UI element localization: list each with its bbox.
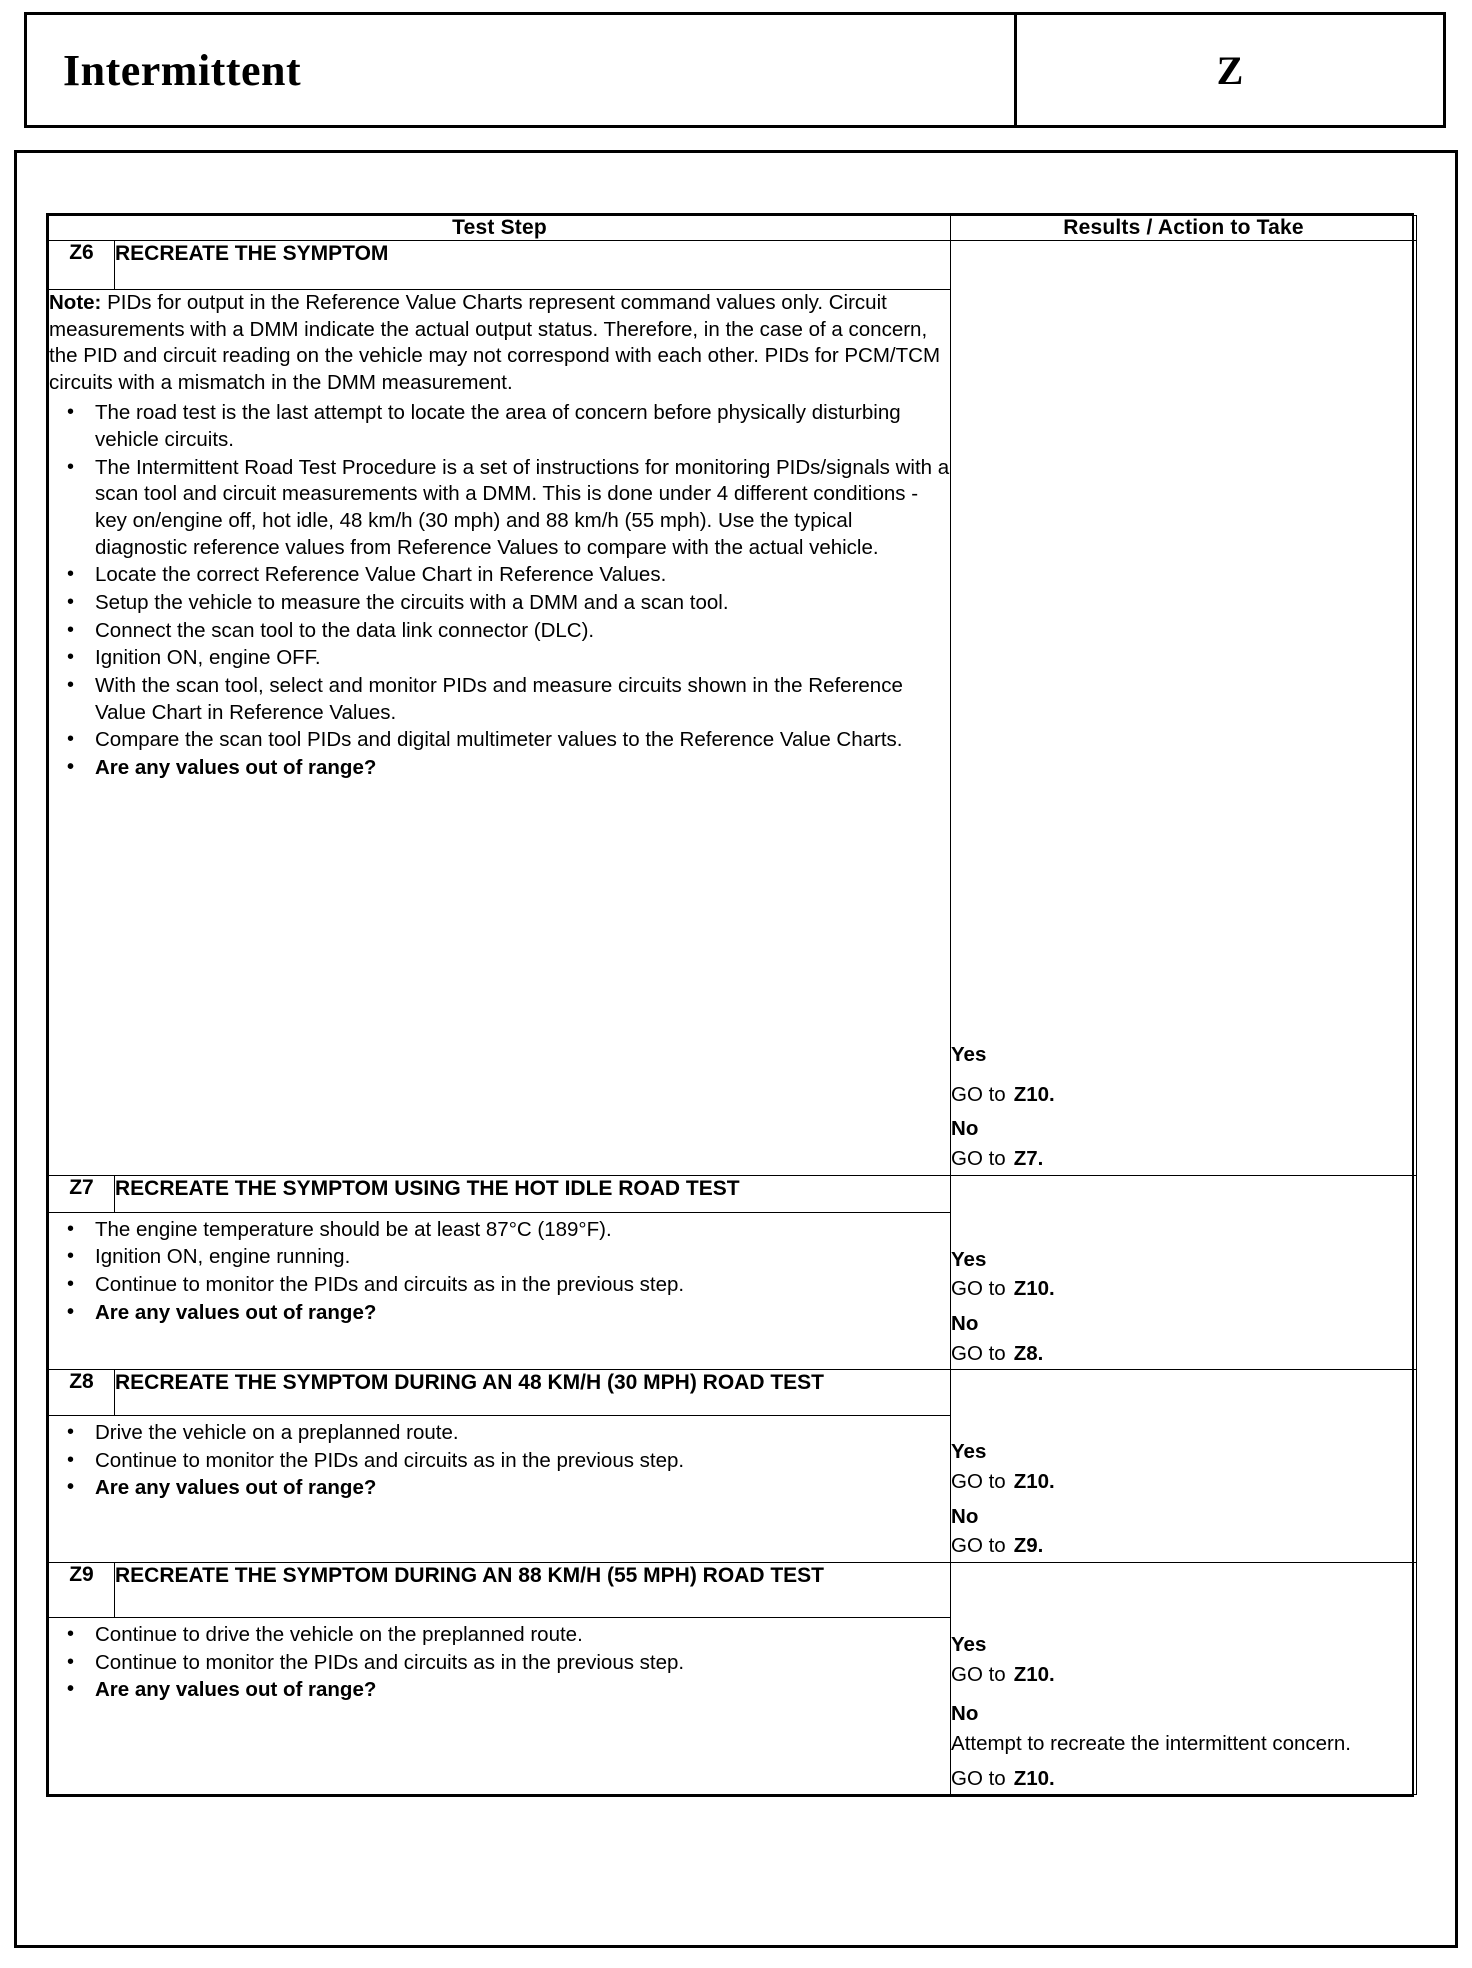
table-row <box>49 1175 1417 1212</box>
result-no-label-z8: No <box>951 1504 979 1528</box>
page-title: Intermittent <box>63 45 302 95</box>
note-label: Note: <box>49 290 102 314</box>
list-item: • Locate the correct Reference Value Chart in Reference Values. <box>49 562 950 589</box>
column-header-results: Results / Action to Take <box>951 216 1417 241</box>
step-body-z8 <box>49 1415 951 1562</box>
note-text: PIDs for output in the Reference Value Charts represent command values only. Circuit measurements with a DMM indicate the actual output status. Therefore, in the case of a concern, the PID and circuit reading on the vehicle may not correspond with each other. PIDs for PCM/TCM circuits with a mismatch in the DMM measurement. <box>49 290 941 394</box>
step-title-z9: RECREATE THE SYMPTOM DURING AN 88 KM/H (55 MPH) ROAD TEST <box>115 1563 951 1618</box>
bullet-list-z9 <box>49 1622 950 1704</box>
list-item: • Connect the scan tool to the data link connector (DLC). <box>49 618 950 645</box>
goto-text: GO to <box>951 1341 1006 1365</box>
step-title-z7: RECREATE THE SYMPTOM USING THE HOT IDLE ROAD TEST <box>115 1175 951 1212</box>
goto-target: Z10. <box>1013 1277 1055 1301</box>
goto-target: Z10. <box>1013 1470 1055 1494</box>
step-id-z7: Z7 <box>49 1175 115 1212</box>
list-item: • Continue to monitor the PIDs and circuits as in the previous step. <box>49 1272 950 1299</box>
result-yes-action-z6 <box>951 1081 1416 1109</box>
result-no-label-z9: No <box>951 1702 979 1726</box>
step-title-z6: RECREATE THE SYMPTOM <box>115 241 951 290</box>
step-id-z9: Z9 <box>49 1563 115 1618</box>
goto-target: Z9. <box>1013 1534 1044 1558</box>
goto-target: Z8. <box>1013 1341 1044 1365</box>
goto-target: Z10. <box>1013 1766 1055 1790</box>
step-body-z9 <box>49 1618 951 1795</box>
result-yes-label-z6: Yes <box>951 1043 987 1066</box>
goto-text: GO to <box>951 1662 1006 1686</box>
list-item: • Ignition ON, engine OFF. <box>49 645 950 672</box>
step-id-z8: Z8 <box>49 1370 115 1416</box>
goto-text: GO to <box>951 1470 1006 1494</box>
step-title-z8: RECREATE THE SYMPTOM DURING AN 48 KM/H (30 MPH) ROAD TEST <box>115 1370 951 1416</box>
bullet-list-z8 <box>49 1420 950 1502</box>
diagnostic-table <box>46 213 1414 1797</box>
result-yes-action-z9 <box>951 1661 1416 1689</box>
result-no-label-z7: No <box>951 1312 979 1336</box>
page-header <box>24 12 1446 128</box>
result-no-action-z6 <box>951 1145 1416 1173</box>
note-paragraph-z6 <box>49 290 950 397</box>
bullet-list-z7 <box>49 1217 950 1327</box>
result-yes-label-z8: Yes <box>951 1440 987 1464</box>
result-no-action-z8 <box>951 1532 1416 1560</box>
result-yes-label-z7: Yes <box>951 1247 987 1271</box>
list-item: • With the scan tool, select and monitor PIDs and measure circuits shown in the Reference Value Chart in Reference Values. <box>49 673 950 726</box>
goto-target: Z10. <box>1013 1082 1055 1106</box>
result-no-action-z7 <box>951 1340 1416 1368</box>
list-item: • The Intermittent Road Test Procedure is a set of instructions for monitoring PIDs/signals with a scan tool and circuit measurements with a DMM. This is done under 4 different conditions - key on/engine off, hot idle, 48 km/h (30 mph) and 88 km/h (55 mph). Use the typical diagnostic reference values from Reference Values to compare with the actual vehicle. <box>49 455 950 562</box>
list-item: • The engine temperature should be at least 87°C (189°F). <box>49 1217 950 1244</box>
result-yes-action-z8 <box>951 1468 1416 1496</box>
bullet-list-z6 <box>49 400 950 781</box>
list-item: • Continue to monitor the PIDs and circuits as in the previous step. <box>49 1448 950 1475</box>
table-row <box>49 241 1417 290</box>
list-item: • Continue to monitor the PIDs and circuits as in the previous step. <box>49 1650 950 1677</box>
header-section-letter-cell <box>1017 15 1443 125</box>
result-yes-action-z7 <box>951 1275 1416 1303</box>
step-body-z6 <box>49 289 951 1175</box>
result-no-label-z6: No <box>951 1117 979 1141</box>
results-cell-z7 <box>951 1175 1417 1370</box>
step-question-z7: • Are any values out of range? <box>49 1300 950 1327</box>
step-body-z7 <box>49 1212 951 1370</box>
results-cell-z9 <box>951 1563 1417 1795</box>
step-question-z8: • Are any values out of range? <box>49 1475 950 1502</box>
goto-text: GO to <box>951 1147 1006 1171</box>
list-item: • Ignition ON, engine running. <box>49 1244 950 1271</box>
step-question-z9: • Are any values out of range? <box>49 1677 950 1704</box>
table-header-row <box>49 216 1417 241</box>
list-item: • Drive the vehicle on a preplanned route. <box>49 1420 950 1447</box>
table-row <box>49 1370 1417 1416</box>
step-id-z6: Z6 <box>49 241 115 290</box>
header-title-cell <box>27 15 1017 125</box>
goto-text: GO to <box>951 1766 1006 1790</box>
goto-target: Z7. <box>1013 1147 1044 1171</box>
result-no-text-z9: Attempt to recreate the intermittent concern. <box>951 1732 1351 1756</box>
result-no-action-z9 <box>951 1765 1416 1793</box>
goto-text: GO to <box>951 1277 1006 1301</box>
step-question-z6: • Are any values out of range? <box>49 755 950 782</box>
table-row <box>49 1563 1417 1618</box>
list-item: • Setup the vehicle to measure the circuits with a DMM and a scan tool. <box>49 590 950 617</box>
goto-text: GO to <box>951 1534 1006 1558</box>
list-item: • Compare the scan tool PIDs and digital multimeter values to the Reference Value Charts. <box>49 727 950 754</box>
results-cell-z6 <box>951 241 1417 1176</box>
list-item: • Continue to drive the vehicle on the preplanned route. <box>49 1622 950 1649</box>
goto-target: Z10. <box>1013 1662 1055 1686</box>
section-letter: Z <box>1216 47 1244 93</box>
goto-text: GO to <box>951 1082 1006 1106</box>
list-item: • The road test is the last attempt to locate the area of concern before physically disturbing vehicle circuits. <box>49 400 950 453</box>
results-cell-z8 <box>951 1370 1417 1563</box>
result-yes-label-z9: Yes <box>951 1633 987 1657</box>
column-header-test-step: Test Step <box>49 216 951 241</box>
